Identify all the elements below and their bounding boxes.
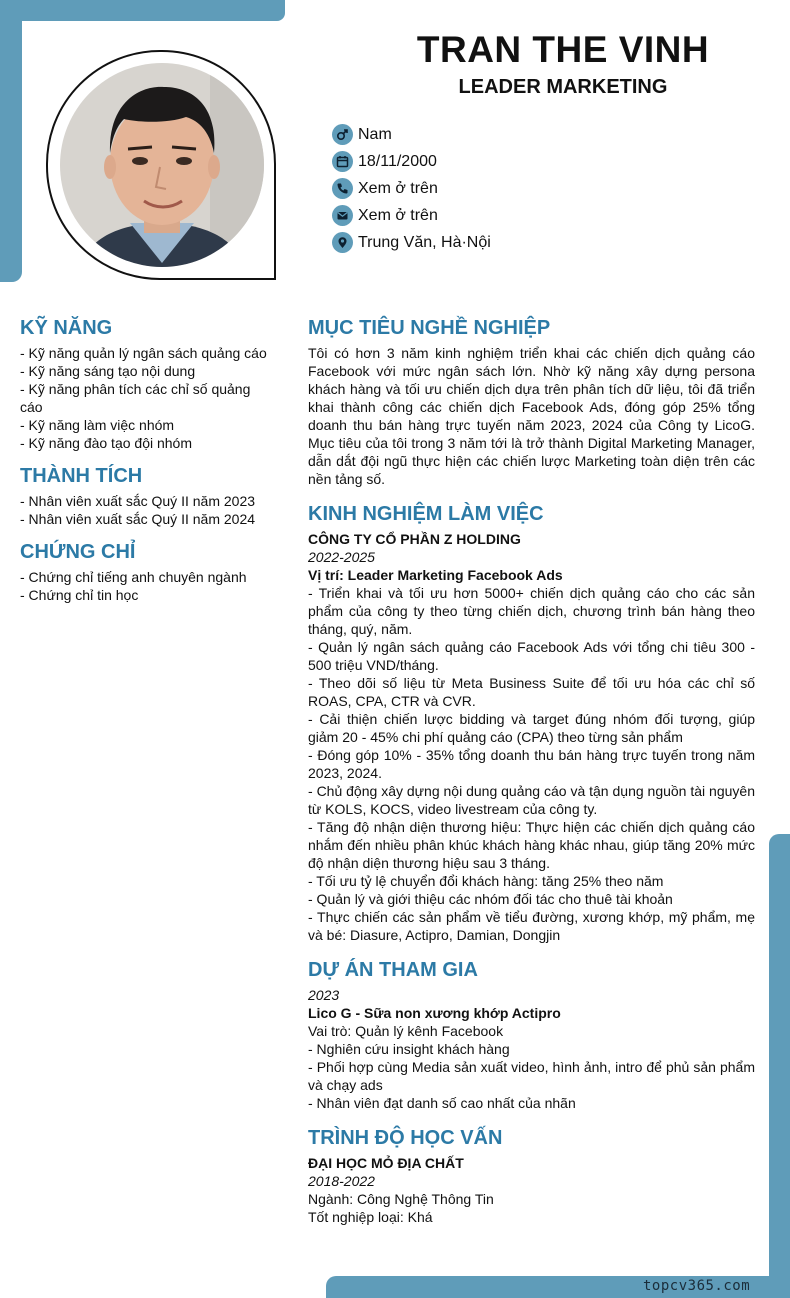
contact-birthday-value: 18/11/2000 <box>358 152 437 170</box>
education-grade: Tốt nghiệp loại: Khá <box>308 1209 433 1225</box>
education-school: ĐẠI HỌC MỎ ĐỊA CHẤT <box>308 1155 464 1171</box>
skill-item: - Kỹ năng phân tích các chỉ số quảng cáo <box>20 381 251 415</box>
skill-item: - Kỹ năng sáng tạo nội dung <box>20 363 196 379</box>
contact-list <box>332 121 491 256</box>
experience-item: - Chủ động xây dựng nội dung quảng cáo và tận dụng nguồn tài nguyên từ KOLS, KOCS, video livestream của công ty. <box>308 783 755 817</box>
skills-heading: KỸ NĂNG <box>20 317 113 339</box>
decor-bar-top <box>0 0 285 21</box>
achievement-item: - Nhân viên xuất sắc Quý II năm 2023 <box>20 493 256 509</box>
experience-company: CÔNG TY CỔ PHẦN Z HOLDING <box>308 531 521 547</box>
profile-photo <box>60 63 264 267</box>
contact-gender-value: Nam <box>358 125 392 143</box>
certificate-item: - Chứng chỉ tiếng anh chuyên ngành <box>20 569 247 585</box>
candidate-name: TRAN THE VINH <box>416 29 710 70</box>
contact-email <box>332 202 491 229</box>
experience-section <box>308 500 755 944</box>
experience-item: - Quản lý và giới thiệu các nhóm đối tác cho thuê tài khoản <box>308 891 673 907</box>
contact-phone <box>332 175 491 202</box>
achievements-section <box>20 462 272 528</box>
calendar-icon <box>332 151 353 172</box>
skill-item: - Kỹ năng đào tạo đội nhóm <box>20 435 193 451</box>
certificate-item: - Chứng chỉ tin học <box>20 587 139 603</box>
achievements-list <box>20 492 272 528</box>
contact-birthday <box>332 148 491 175</box>
experience-item: - Cải thiện chiến lược bidding và target đúng nhóm đối tượng, giúp giảm 20 - 45% chi phí quảng cáo (CPA) theo từng sản phẩm <box>308 711 755 745</box>
experience-item: - Thực chiến các sản phẩm về tiểu đường, xương khớp, mỹ phẩm, mẹ và bé: Diasure, Actipro, Damian, Dongjin <box>308 909 755 943</box>
objective-text: Tôi có hơn 3 năm kinh nghiệm triển khai các chiến dịch quảng cáo Facebook với mức ngân sách lớn. Nhờ kỹ năng xây dựng persona khách hàng và tối ưu chiến dịch dựa trên phân tích dữ liệu, tôi đã triển khai thành công các chiến dịch Facebook Ads, đóng góp 25% tổng doanh thu bán hàng trực tuyến năm 2023, 2024 của Công ty LicoG. Mục tiêu của tôi trong 3 năm tới là trở thành Digital Marketing Manager, dẫn dắt đội ngũ thực hiện các chiến lược Marketing toàn diện trên các nền tảng số. <box>308 345 755 487</box>
projects-heading: DỰ ÁN THAM GIA <box>308 959 478 981</box>
experience-position: Vị trí: Leader Marketing Facebook Ads <box>308 567 563 583</box>
projects-body <box>308 986 755 1112</box>
experience-item: - Triển khai và tối ưu hơn 5000+ chiến dịch quảng cáo cho các sản phẩm của công ty theo từng chiến dịch, chương trình bán hàng theo tháng, quý, năm. <box>308 585 755 637</box>
right-column <box>308 314 755 1226</box>
experience-item: - Quản lý ngân sách quảng cáo Facebook Ads với tổng chi tiêu 300 - 500 triệu VND/tháng. <box>308 639 755 673</box>
project-item: - Nhân viên đạt danh số cao nhất của nhãn <box>308 1095 576 1111</box>
contact-address <box>332 229 491 256</box>
education-body <box>308 1154 755 1226</box>
location-icon <box>332 232 353 253</box>
gender-icon <box>332 124 353 145</box>
contact-address-value: Trung Văn, Hà·Nội <box>358 233 491 251</box>
certificates-list <box>20 568 272 604</box>
decor-bar-left <box>0 0 22 282</box>
skills-list <box>20 344 272 452</box>
contact-phone-value: Xem ở trên <box>358 179 438 197</box>
education-period: 2018-2022 <box>308 1173 375 1189</box>
decor-bar-right <box>769 834 790 1298</box>
experience-item: - Tối ưu tỷ lệ chuyển đổi khách hàng: tăng 25% theo năm <box>308 873 664 889</box>
education-major: Ngành: Công Nghệ Thông Tin <box>308 1191 494 1207</box>
email-icon <box>332 205 353 226</box>
contact-email-value: Xem ở trên <box>358 206 438 224</box>
achievement-item: - Nhân viên xuất sắc Quý II năm 2024 <box>20 511 256 527</box>
profile-photo-frame <box>46 50 276 280</box>
experience-item: - Theo dõi số liệu từ Meta Business Suite để tối ưu hóa các chỉ số ROAS, CPA, CTR và CVR. <box>308 675 755 709</box>
experience-item: - Tăng độ nhận diện thương hiệu: Thực hiện các chiến dịch quảng cáo nhắm đến nhiều phân khúc khách hàng khác nhau, giúp tăng 20% mức độ nhận diện thương hiệu sau 3 tháng. <box>308 819 755 871</box>
project-year: 2023 <box>308 987 340 1003</box>
project-name: Lico G - Sữa non xương khớp Actipro <box>308 1005 561 1021</box>
phone-icon <box>332 178 353 199</box>
objective-heading: MỤC TIÊU NGHỀ NGHIỆP <box>308 317 551 339</box>
skills-section <box>20 314 272 452</box>
experience-period: 2022-2025 <box>308 549 375 565</box>
candidate-role: LEADER MARKETING <box>458 76 668 98</box>
experience-body <box>308 530 755 944</box>
achievements-heading: THÀNH TÍCH <box>20 465 143 487</box>
project-item: - Phối hợp cùng Media sản xuất video, hình ảnh, intro để phủ sản phẩm và chạy ads <box>308 1059 755 1093</box>
education-heading: TRÌNH ĐỘ HỌC VẤN <box>308 1127 503 1149</box>
objective-section <box>308 314 755 488</box>
projects-section <box>308 956 755 1112</box>
skill-item: - Kỹ năng làm việc nhóm <box>20 417 175 433</box>
website-watermark: topcv365.com <box>643 1278 751 1294</box>
certificates-heading: CHỨNG CHỈ <box>20 541 136 563</box>
project-role: Vai trò: Quản lý kênh Facebook <box>308 1023 504 1039</box>
contact-gender <box>332 121 491 148</box>
project-item: - Nghiên cứu insight khách hàng <box>308 1041 510 1057</box>
education-section <box>308 1124 755 1226</box>
experience-heading: KINH NGHIỆM LÀM VIỆC <box>308 503 544 525</box>
experience-item: - Đóng góp 10% - 35% tổng doanh thu bán hàng trực tuyến trong năm 2023, 2024. <box>308 747 755 781</box>
skill-item: - Kỹ năng quản lý ngân sách quảng cáo <box>20 345 267 361</box>
certificates-section <box>20 538 272 604</box>
left-column <box>20 314 272 604</box>
